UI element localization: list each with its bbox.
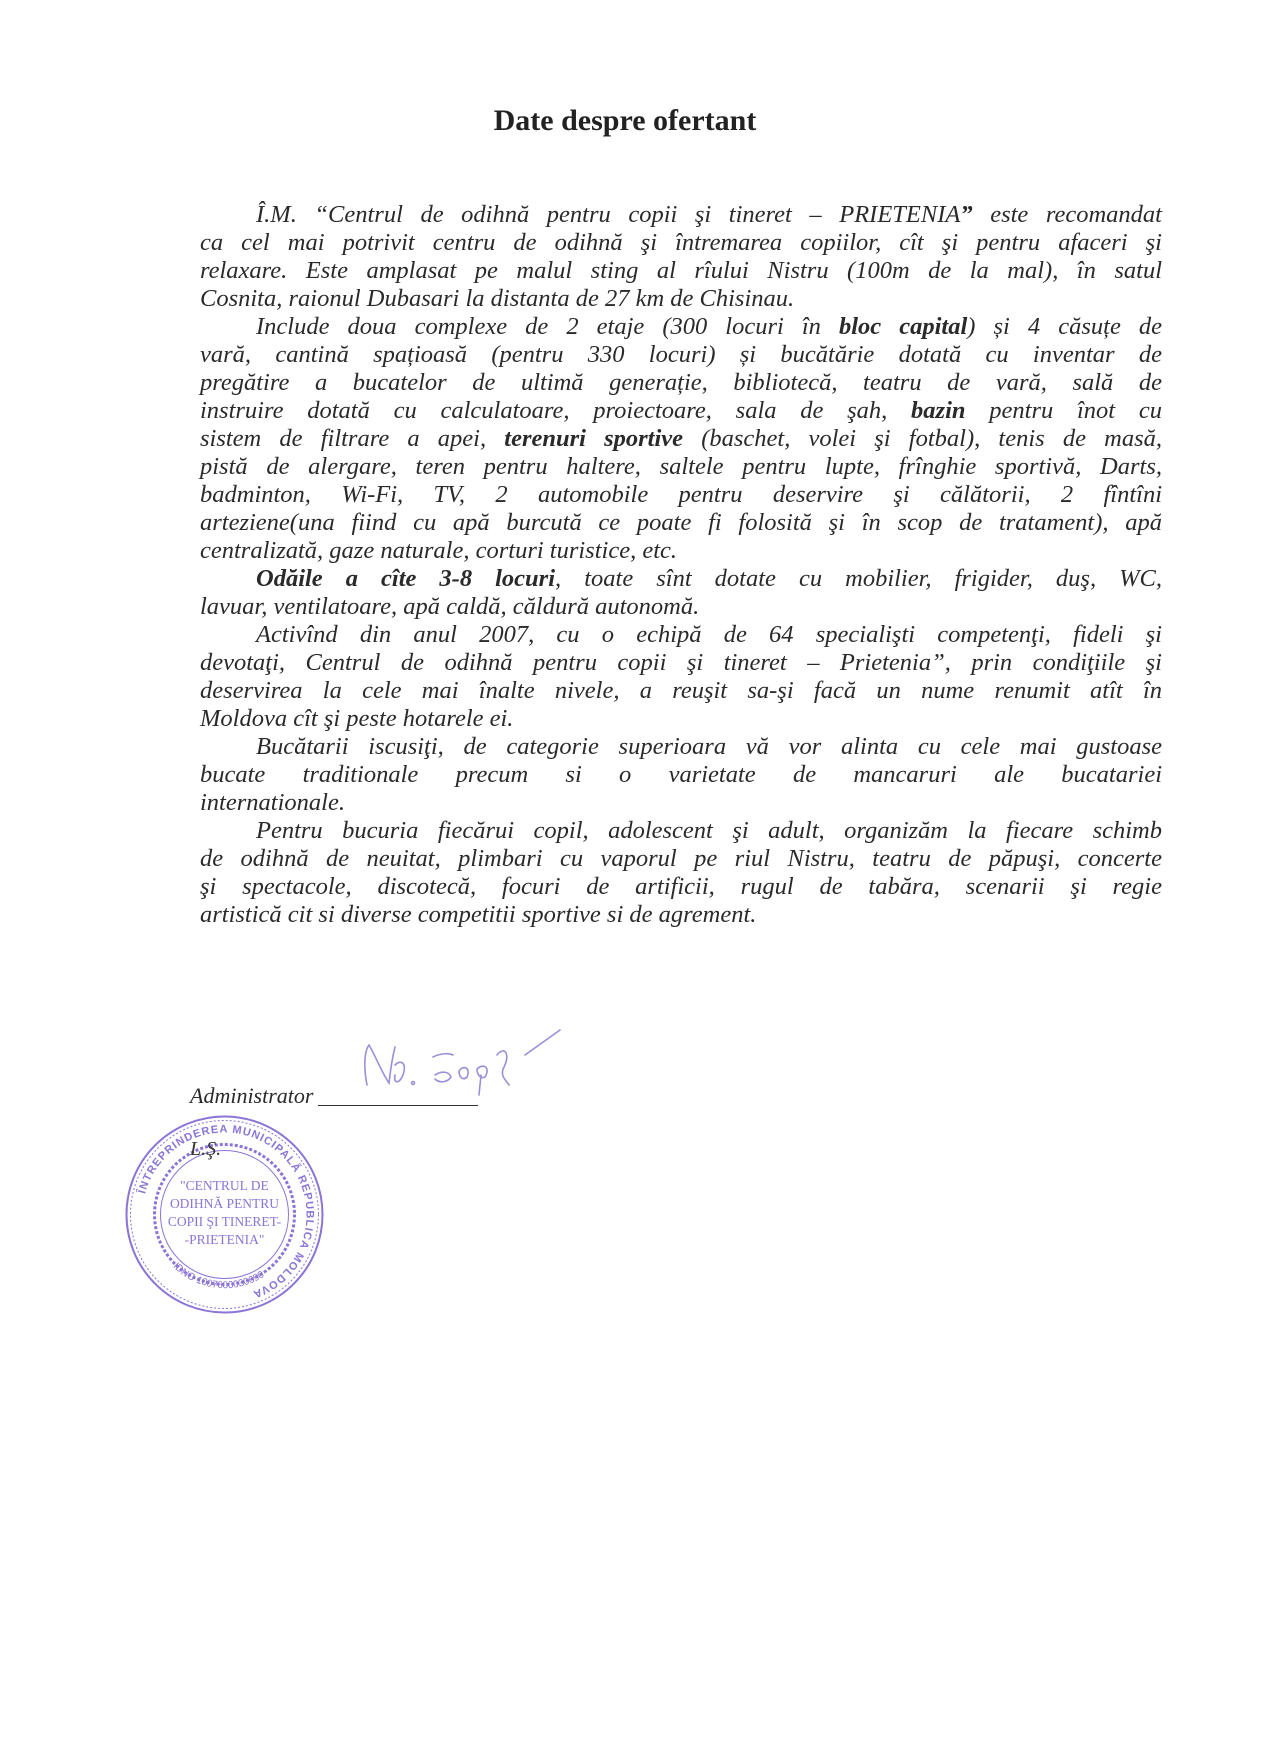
text-line: [200, 901, 1162, 929]
text-segment: sistem de filtrare a apei,: [200, 425, 505, 452]
text-segment: de odihnă de neuitat, plimbari cu vaporul pe riul Nistru, teatru de păpuşi, concerte: [200, 845, 1162, 872]
text-line: [200, 789, 1162, 817]
text-line: [200, 537, 1162, 565]
text-segment: Cosnita, raionul Dubasari la distanta de 27 km de Chisinau.: [200, 285, 795, 312]
stamp-center-line: COPII ŞI TINERET-: [167, 1214, 282, 1229]
seal-placeholder-label: L.Ş.: [190, 1138, 222, 1160]
text-line: [200, 481, 1162, 509]
text-line: [200, 705, 1162, 733]
text-line: [200, 369, 1162, 397]
text-line: [200, 509, 1162, 537]
text-segment: badminton, Wi-Fi, TV, 2 automobile pentru deservire şi călătorii, 2 fîntîni: [200, 481, 1162, 508]
signature-line: [318, 1105, 478, 1106]
text-segment: Bucătarii iscusiţi, de categorie superioara vă vor alinta cu cele mai gustoase: [256, 733, 1162, 760]
text-segment: pregătire a bucatelor de ultimă generație, bibliotecă, teatru de vară, sală de: [200, 369, 1162, 396]
text-segment: Î.M. “Centrul de odihnă pentru copii şi tineret – PRIETENIA: [256, 201, 961, 228]
bold-text: bazin: [911, 397, 966, 424]
text-segment: ) și 4 căsuțe de: [967, 313, 1163, 340]
text-line: [200, 453, 1162, 481]
document-title: Date despre ofertant: [493, 104, 757, 137]
handwritten-signature: [355, 1025, 575, 1105]
text-segment: devotaţi, Centrul de odihnă pentru copii şi tineret – Prietenia”, prin condiţiile şi: [200, 649, 1162, 676]
text-segment: şi spectacole, discotecă, focuri de artificii, rugul de tabăra, scenarii şi regie: [200, 873, 1162, 900]
administrator-label: Administrator: [190, 1083, 314, 1108]
text-line: [200, 229, 1162, 257]
text-line: [200, 341, 1162, 369]
document-body: [200, 201, 1162, 929]
text-line: [200, 621, 1162, 649]
text-segment: arteziene(una fiind cu apă burcută ce poate fi folosită şi în scop de tratament), apă: [200, 509, 1162, 536]
text-segment: ca cel mai potrivit centru de odihnă şi întremarea copiilor, cît şi pentru afaceri şi: [200, 229, 1162, 256]
text-segment: , toate sînt dotate cu mobilier, frigider, duş, WC,: [555, 565, 1162, 592]
text-line: [200, 313, 1162, 341]
text-line: [200, 845, 1162, 873]
stamp-idno: IDNO 1007600030690: [170, 1260, 267, 1292]
text-segment: (baschet, volei şi fotbal), tenis de masă,: [683, 425, 1162, 452]
text-segment: Pentru bucuria fiecărui copil, adolescent şi adult, organizăm la fiecare schimb: [256, 817, 1162, 844]
text-segment: Include doua complexe de 2 etaje (300 locuri în: [256, 313, 839, 340]
text-segment: Activînd din anul 2007, cu o echipă de 64 specialişti competenţi, fideli şi: [256, 621, 1162, 648]
text-segment: vară, cantină spațioasă (pentru 330 locuri) și bucătărie dotată cu inventar de: [200, 341, 1162, 368]
text-line: [200, 677, 1162, 705]
bold-text: bloc capital: [839, 313, 968, 340]
stamp-center-line: -PRIETENIA": [184, 1232, 265, 1247]
bold-text: ”: [960, 201, 973, 228]
text-segment: centralizată, gaze naturale, corturi turistice, etc.: [200, 537, 678, 564]
text-line: [200, 257, 1162, 285]
text-line: [200, 285, 1162, 313]
text-segment: pentru înot cu: [965, 397, 1162, 424]
text-line: [200, 397, 1162, 425]
text-segment: pistă de alergare, teren pentru haltere, saltele pentru lupte, frînghie sportivă, Darts,: [200, 453, 1162, 480]
text-line: [200, 733, 1162, 761]
text-line: [200, 593, 1162, 621]
text-line: [200, 425, 1162, 453]
bold-text: Odăile a cîte 3-8 locuri: [256, 565, 556, 592]
text-line: [200, 761, 1162, 789]
text-segment: este recomandat: [972, 201, 1162, 228]
text-segment: instruire dotată cu calculatoare, proiectoare, sala de şah,: [200, 397, 912, 424]
text-segment: relaxare. Este amplasat pe malul sting al rîului Nistru (100m de la mal), în satul: [200, 257, 1162, 284]
official-stamp: [122, 1112, 327, 1317]
text-segment: artistică cit si diverse competitii sportive si de agrement.: [200, 901, 757, 928]
text-line: [200, 649, 1162, 677]
text-line: [200, 873, 1162, 901]
text-line: [200, 565, 1162, 593]
text-line: [200, 201, 1162, 229]
stamp-ring-text: ÎNTREPRINDEREA MUNICIPALĂ REPUBLICA MOLDOVA: [136, 1123, 316, 1301]
stamp-center-line: "CENTRUL DE: [180, 1178, 269, 1193]
text-line: [200, 817, 1162, 845]
bold-text: terenuri sportive: [504, 425, 684, 452]
text-segment: Moldova cît şi peste hotarele ei.: [200, 705, 514, 732]
text-segment: bucate traditionale precum si o varietate de mancaruri ale bucatariei: [200, 761, 1162, 788]
text-segment: lavuar, ventilatoare, apă caldă, căldură autonomă.: [200, 593, 700, 620]
stamp-center-line: ODIHNĂ PENTRU: [169, 1196, 280, 1211]
text-segment: deservirea la cele mai înalte nivele, a reuşit sa-şi facă un nume renumit atît în: [200, 677, 1162, 704]
text-segment: internationale.: [200, 789, 345, 816]
